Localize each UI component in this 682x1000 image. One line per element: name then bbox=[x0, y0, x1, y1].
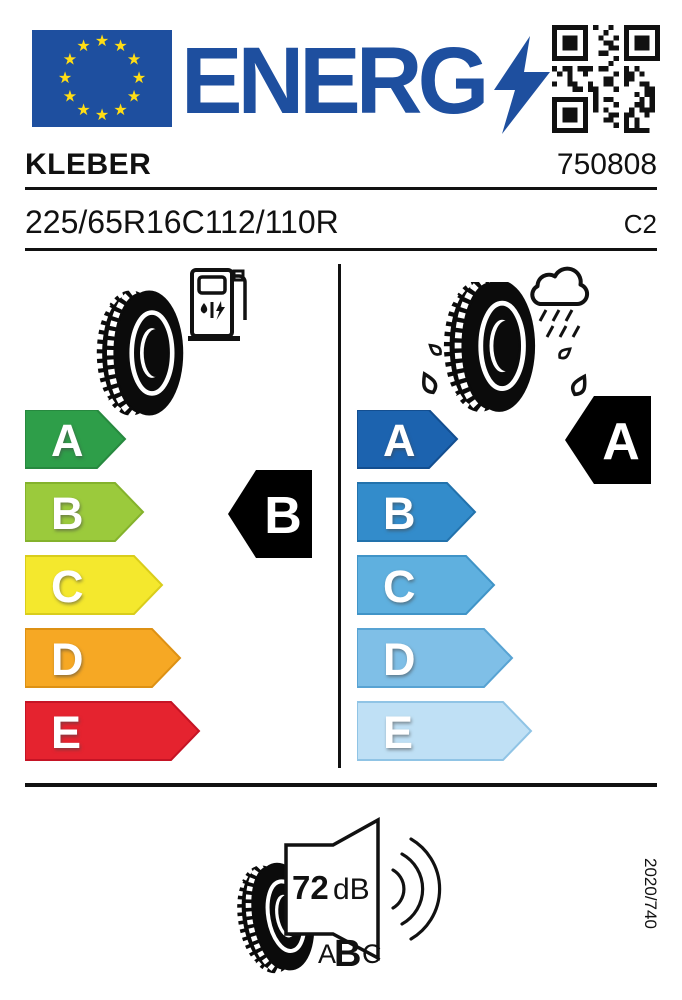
section-divider bbox=[338, 264, 341, 768]
eu-flag bbox=[32, 30, 172, 127]
svg-text:D: D bbox=[383, 634, 416, 685]
wet-grade-b bbox=[357, 483, 475, 541]
svg-text:A: A bbox=[383, 415, 416, 466]
noise-class-c: C bbox=[362, 939, 382, 969]
svg-text:E: E bbox=[51, 707, 82, 758]
eu-star-icon bbox=[75, 37, 93, 55]
svg-text:E: E bbox=[383, 707, 414, 758]
svg-text:A: A bbox=[51, 415, 84, 466]
svg-text:C: C bbox=[383, 561, 416, 612]
size-row bbox=[25, 204, 657, 241]
svg-text:C: C bbox=[51, 561, 84, 612]
article-number: 750808 bbox=[556, 148, 657, 181]
eu-star-icon bbox=[61, 88, 79, 106]
sound-waves-icon bbox=[393, 839, 440, 939]
fuel-grade-a bbox=[25, 410, 125, 468]
wet-grade-d bbox=[357, 629, 512, 687]
regulation-number: 2020/740 bbox=[641, 858, 660, 929]
noise-class-a: A bbox=[318, 939, 337, 969]
qr-code bbox=[552, 25, 660, 133]
fuel-grade-d bbox=[25, 629, 180, 687]
fuel-rating-letter: B bbox=[264, 487, 302, 545]
lightning-bolt-icon bbox=[494, 36, 550, 134]
separator-line-2 bbox=[25, 248, 657, 251]
eu-star-icon bbox=[93, 107, 111, 125]
noise-value: 72 bbox=[292, 869, 329, 906]
eu-star-icon bbox=[130, 70, 148, 88]
fuel-grade-e bbox=[25, 702, 199, 760]
fuel-rating-badge bbox=[228, 470, 312, 558]
wet-rating-badge bbox=[565, 396, 651, 484]
fuel-grade-c bbox=[25, 556, 162, 614]
wet-rating-letter: A bbox=[602, 413, 640, 471]
fuel-pump-icon bbox=[188, 264, 248, 350]
rain-cloud-icon bbox=[522, 263, 596, 349]
svg-text:B: B bbox=[51, 488, 84, 539]
tyre-class: C2 bbox=[623, 209, 657, 239]
wet-grade-scale bbox=[357, 410, 567, 762]
noise-class-b: B bbox=[334, 933, 362, 975]
noise-section bbox=[230, 812, 465, 980]
separator-line-1 bbox=[25, 187, 657, 190]
eu-star-icon bbox=[112, 102, 130, 120]
fuel-tyre-icon bbox=[94, 284, 186, 422]
eu-star-icon bbox=[56, 70, 74, 88]
eu-star-icon bbox=[125, 51, 143, 69]
wet-grade-c bbox=[357, 556, 494, 614]
svg-text:D: D bbox=[51, 634, 84, 685]
brand-name: KLEBER bbox=[25, 148, 152, 181]
separator-line-3 bbox=[25, 783, 657, 787]
brand-row bbox=[25, 148, 657, 182]
wet-grade-e bbox=[357, 702, 531, 760]
rain-icon bbox=[540, 310, 579, 337]
fuel-grade-scale bbox=[25, 410, 235, 762]
tyre-size: 225/65R16C112/110R bbox=[25, 204, 339, 240]
svg-text:B: B bbox=[383, 488, 416, 539]
fuel-grade-b bbox=[25, 483, 143, 541]
eu-star-icon bbox=[93, 33, 111, 51]
energ-logo-text: ENERG bbox=[181, 28, 485, 134]
wet-grade-a bbox=[357, 410, 457, 468]
noise-unit: dB bbox=[333, 873, 370, 906]
